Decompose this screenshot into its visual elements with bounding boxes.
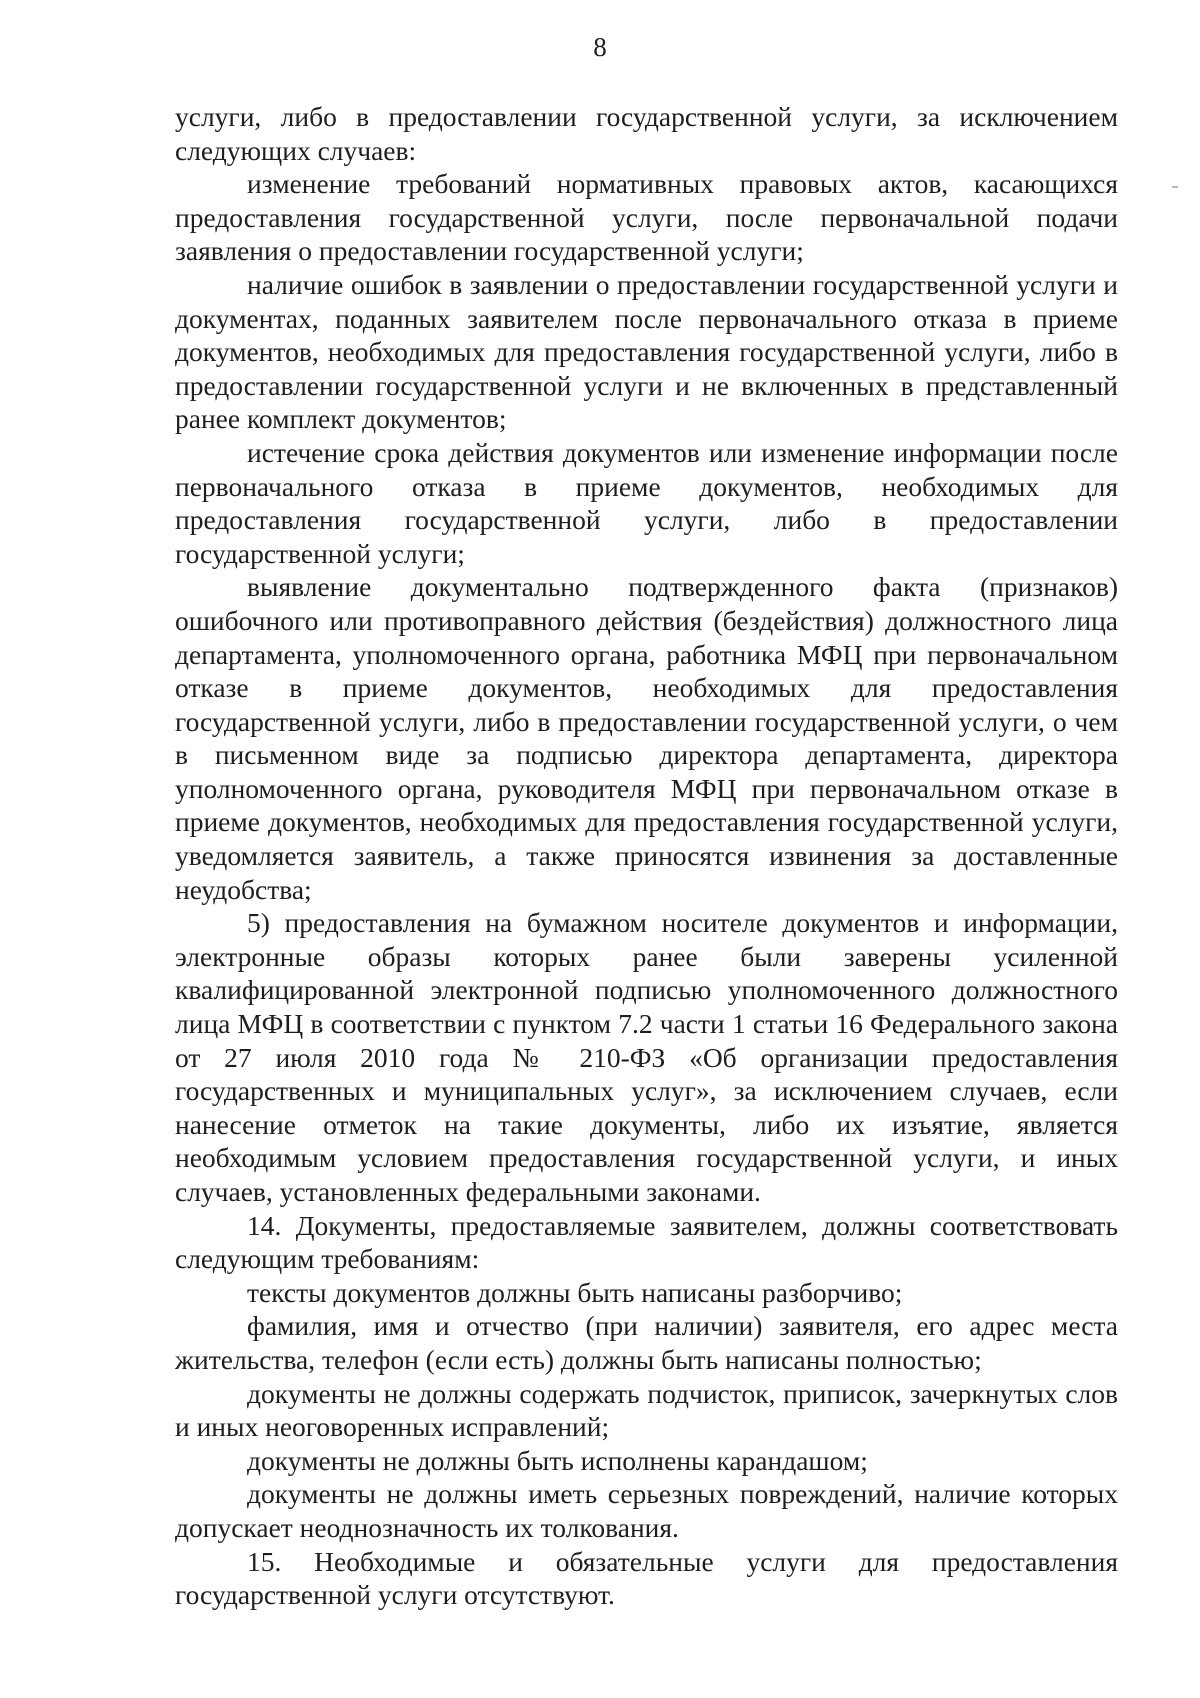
- paragraph-erroneous-action: выявление документально подтвержденного факта (признаков) ошибочного или противоправного действия (бездействия) должностного лица департамента, уполномоченного органа, работника МФЦ при первоначальном отказе в приеме документов, необходимых для предоставления государственной услуги, либо в предоставлении государственной услуги, о чем в письменном виде за подписью директора департамента, директора уполномоченного органа, руководителя МФЦ при первоначальном отказе в приеме документов, необходимых для предоставления государственной услуги, уведомляется заявитель, а также приносятся извинения за доставленные неудобства;: [175, 571, 1118, 905]
- paragraph-no-damage: документы не должны иметь серьезных повреждений, наличие которых допускает неоднозначность их толкования.: [175, 1478, 1118, 1543]
- paragraph-section-15: 15. Необходимые и обязательные услуги для предоставления государственной услуги отсутствуют.: [175, 1545, 1118, 1611]
- paragraph-no-corrections: документы не должны содержать подчисток, приписок, зачеркнутых слов и иных неоговоренных исправлений;: [175, 1377, 1118, 1443]
- scan-artifact: [1172, 186, 1178, 188]
- page-number: 8: [593, 32, 607, 62]
- paragraph-full-name: фамилия, имя и отчество (при наличии) заявителя, его адрес места жительства, телефон (если есть) должны быть написаны полностью;: [175, 1310, 1118, 1375]
- paragraph-section-14: 14. Документы, предоставляемые заявителем, должны соответствовать следующим требованиям:: [175, 1209, 1118, 1275]
- paragraph-requirements-change: изменение требований нормативных правовых актов, касающихся предоставления государственной услуги, после первоначальной подачи заявления о предоставлении государственной услуги;: [175, 168, 1118, 267]
- paragraph-item-5: 5) предоставления на бумажном носителе документов и информации, электронные образы которых ранее были заверены усиленной квалифицированной электронной подписью уполномоченного должностного лица МФЦ в соответствии с пунктом 7.2 части 1 статьи 16 Федерального закона от 27 июля 2010 года № 210-ФЗ «Об организации предоставления государственных и муниципальных услуг», за исключением случаев, если нанесение отметок на такие документы, либо их изъятие, является необходимым условием предоставления государственной услуги, и иных случаев, установленных федеральными законами.: [175, 907, 1118, 1207]
- paragraph-document-expiry: истечение срока действия документов или изменение информации после первоначального отказа в приеме документов, необходимых для предоставления государственной услуги, либо в предоставлении государственной услуги;: [175, 436, 1118, 569]
- paragraph-continuation: услуги, либо в предоставлении государственной услуги, за исключением следующих случаев:: [175, 101, 1118, 166]
- paragraph-no-pencil: документы не должны быть исполнены карандашом;: [247, 1444, 868, 1476]
- paragraph-legible-text: тексты документов должны быть написаны разборчиво;: [247, 1276, 903, 1308]
- document-body: [175, 100, 1118, 1612]
- paragraph-errors-in-application: наличие ошибок в заявлении о предоставлении государственной услуги и документах, поданных заявителем после первоначального отказа в приеме документов, необходимых для предоставления государственной услуги, либо в предоставлении государственной услуги и не включенных в представленный ранее комплект документов;: [175, 268, 1118, 435]
